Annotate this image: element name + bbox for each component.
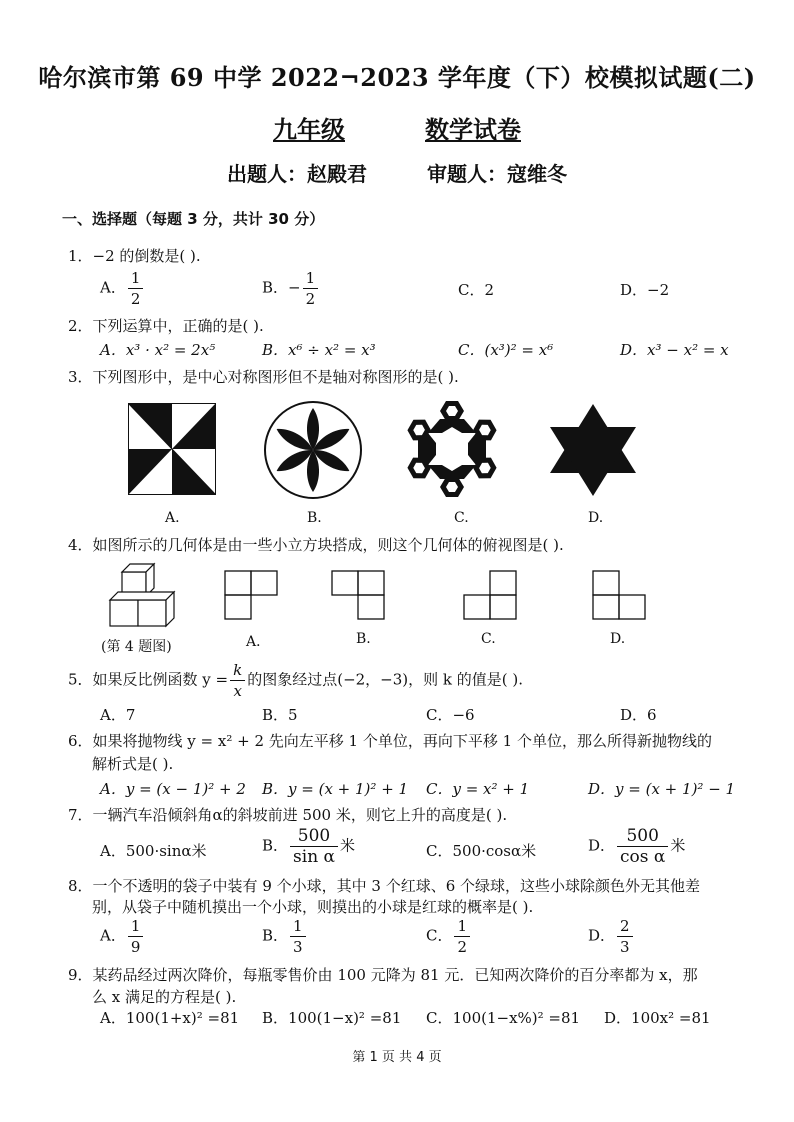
hexagon-ring-figure (403, 400, 501, 498)
grade-label: 九年级 (273, 115, 345, 144)
q2-option-b: B．x⁶ ÷ x² = x³ (262, 341, 376, 359)
q8-a-den: 9 (130, 938, 141, 956)
q5-stem-pre: 5．如果反比例函数 y = (68, 670, 229, 689)
hex-bridge-3 (418, 433, 436, 465)
q7-d-label: D． (588, 836, 616, 855)
top-view-option-d (592, 570, 646, 620)
q8-b-fraction (290, 916, 306, 957)
q8-stem-line1: 8．一个不透明的袋子中装有 9 个小球，其中 3 个红球、6 个绿球，这些小球除颜色外无其他差 (68, 877, 701, 895)
q8-c-num: 1 (454, 916, 470, 937)
pinwheel-blade-2 (172, 403, 216, 449)
q8-a-num: 1 (128, 916, 144, 937)
section-heading: 一、选择题（每题 3 分，共计 30 分） (62, 210, 325, 228)
q1-b-label: B．− (262, 278, 301, 297)
q6-option-c: C．y = x² + 1 (426, 780, 530, 798)
q1-b-fraction (303, 268, 319, 309)
q8-stem-line2: 别，从袋子中随机摸出一个小球，则摸出的小球是红球的概率是( ). (92, 898, 534, 916)
subject-label: 数学试卷 (425, 115, 521, 144)
cube-bottom-left (110, 600, 138, 626)
q1-option-d: D．−2 (620, 281, 670, 299)
q1-option-c: C．2 (458, 281, 495, 299)
cube-stack-figure (104, 562, 180, 630)
q4-label-a: A． (246, 634, 271, 650)
q1-b-den: 2 (305, 290, 316, 308)
q8-c-label: C． (426, 926, 453, 945)
q5-option-a: A．7 (100, 706, 136, 724)
q4-label-c: C. (481, 631, 496, 647)
q7-option-a: A．500·sinα米 (100, 842, 207, 860)
setter: 出题人：赵殿君 (227, 162, 367, 186)
q6-option-b: B．y = (x + 1)² + 1 (262, 780, 409, 798)
q5-fraction (230, 660, 245, 701)
exam-subtitle (0, 110, 794, 145)
pinwheel-blade-4 (128, 449, 172, 495)
q7-option-d (588, 826, 685, 867)
q1-option-a (100, 268, 145, 309)
hex-bridge-2 (428, 465, 476, 479)
q3-label-b: B. (307, 510, 322, 526)
q8-option-a (100, 916, 145, 957)
q7-d-unit: 米 (670, 836, 686, 855)
q1-a-den: 2 (130, 290, 141, 308)
hex-bridge-4 (468, 433, 486, 465)
q6-stem-line1: 6．如果将抛物线 y = x² + 2 先向左平移 1 个单位，再向下平移 1 个单位，那么所得新抛物线的 (68, 732, 712, 750)
q8-b-num: 1 (290, 916, 306, 937)
q5-frac-num: k (230, 660, 245, 681)
q5-stem-post: 的图象经过点(−2，−3)，则 k 的值是( ). (247, 670, 524, 689)
q8-a-fraction (128, 916, 144, 957)
q1-a-fraction (128, 268, 144, 309)
q8-option-c (426, 916, 472, 957)
q6-stem-line2: 解析式是( ). (92, 755, 174, 773)
six-point-star-figure (550, 404, 636, 496)
q8-c-den: 2 (457, 938, 468, 956)
hex-bridge-1 (428, 419, 476, 433)
top-view-option-c (463, 570, 517, 620)
q5-stem (68, 660, 523, 701)
q9-option-b: B．100(1−x)² =81 (262, 1009, 402, 1027)
q1-a-label: A． (100, 278, 126, 297)
q8-d-den: 3 (620, 938, 630, 956)
pinwheel-figure (128, 403, 216, 495)
q2-option-a: A．x³ · x² = 2x⁵ (100, 341, 216, 359)
q7-b-fraction (290, 826, 338, 867)
q3-stem: 3．下列图形中，是中心对称图形但不是轴对称图形的是( ). (68, 368, 459, 386)
q7-option-b (262, 826, 355, 867)
q4-stem: 4．如图所示的几何体是由一些小立方块搭成，则这个几何体的俯视图是( ). (68, 536, 564, 554)
q4-label-b: B. (356, 631, 371, 647)
q1-stem: 1．−2 的倒数是( ). (68, 247, 201, 265)
q8-b-den: 3 (293, 938, 303, 956)
top-view-option-a (224, 570, 278, 620)
q8-d-fraction (617, 916, 633, 957)
q4-label-d: D. (610, 631, 626, 647)
q2-option-c: C．(x³)² = x⁶ (458, 341, 554, 359)
reviewer: 审题人：寇维冬 (427, 162, 567, 186)
q7-d-den: cos α (620, 847, 666, 867)
q9-option-a: A．100(1+x)² =81 (100, 1009, 240, 1027)
q6-option-a: A．y = (x − 1)² + 2 (100, 780, 246, 798)
q9-stem-line2: 么 x 满足的方程是( ). (92, 988, 237, 1006)
q7-d-fraction (617, 826, 668, 867)
q7-b-label: B． (262, 836, 289, 855)
q8-d-label: D． (588, 926, 616, 945)
top-view-option-b (331, 570, 385, 620)
q1-b-num: 1 (303, 268, 319, 289)
q3-label-d: D. (588, 510, 604, 526)
q1-a-num: 1 (128, 268, 144, 289)
q3-label-a: A. (165, 510, 180, 526)
q8-c-fraction (454, 916, 470, 957)
exam-title: 哈尔滨市第 69 中学 2022¬2023 学年度（下）校模拟试题(二) (38, 63, 756, 92)
hex-cell-1 (440, 401, 464, 421)
q7-b-num: 500 (290, 826, 338, 847)
hex-cell-4 (440, 477, 464, 497)
cube-bottom-lid (110, 592, 174, 600)
q9-option-c: C．100(1−x%)² =81 (426, 1009, 581, 1027)
q7-d-num: 500 (617, 826, 668, 847)
q5-frac-den: x (233, 682, 242, 700)
q2-option-d: D．x³ − x² = x (620, 341, 729, 359)
page-footer: 第 1 页 共 4 页 (352, 1050, 442, 1065)
q8-a-label: A． (100, 926, 126, 945)
q8-d-num: 2 (617, 916, 633, 937)
q7-b-unit: 米 (340, 836, 356, 855)
authors-line (0, 158, 794, 187)
q9-stem-line1: 9．某药品经过两次降价，每瓶零售价由 100 元降为 81 元．已知两次降价的百分率都为 x，那 (68, 966, 698, 984)
q5-option-c: C．−6 (426, 706, 475, 724)
q5-option-d: D．6 (620, 706, 657, 724)
q8-b-label: B． (262, 926, 289, 945)
q5-option-b: B．5 (262, 706, 298, 724)
flower-circle-figure (262, 400, 364, 500)
q7-option-c: C．500·cosα米 (426, 842, 537, 860)
cube-bottom-right (138, 600, 166, 626)
q7-stem: 7．一辆汽车沿倾斜角α的斜坡前进 500 米，则它上升的高度是( ). (68, 806, 508, 824)
q7-b-den: sin α (293, 847, 336, 867)
q6-option-d: D．y = (x + 1)² − 1 (588, 780, 736, 798)
q8-option-d (588, 916, 635, 957)
q1-option-b (262, 268, 320, 309)
q2-stem: 2．下列运算中，正确的是( ). (68, 317, 264, 335)
q4-figure-caption: (第 4 题图) (101, 639, 172, 655)
q9-option-d: D．100x² =81 (604, 1009, 711, 1027)
q3-label-c: C. (454, 510, 469, 526)
q8-option-b (262, 916, 308, 957)
